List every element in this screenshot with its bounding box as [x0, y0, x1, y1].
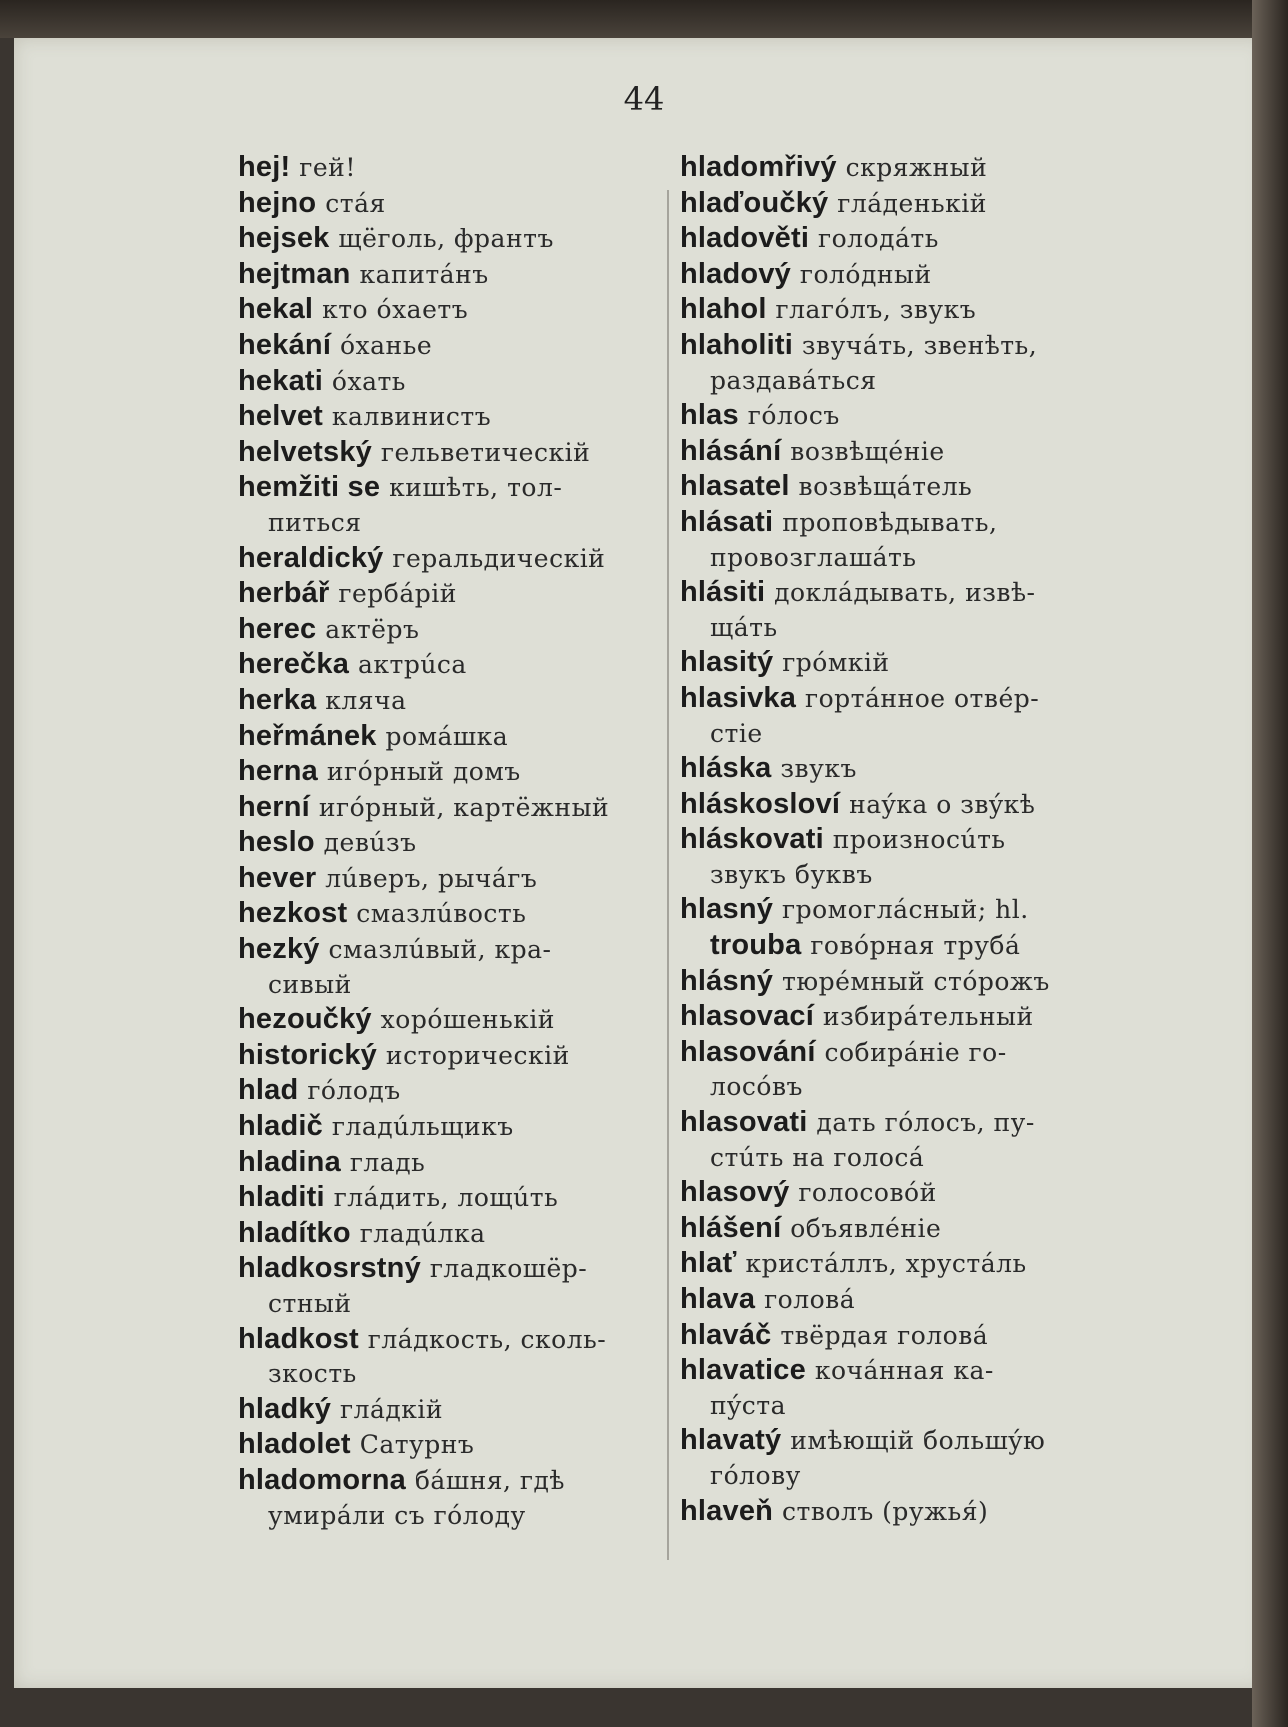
entry-line [238, 541, 658, 577]
entry-translation: кляча [325, 685, 407, 715]
entry-line [238, 1251, 658, 1287]
dictionary-entry [680, 822, 1112, 892]
entry-headword: hladový [680, 257, 791, 290]
entry-translation: бáшня, гдѣ [414, 1465, 565, 1495]
entry-headword: hlahol [680, 293, 767, 326]
entry-continuation: стіе [710, 718, 763, 748]
entry-headword: hekati [238, 364, 324, 397]
dictionary-entry [238, 292, 658, 328]
entry-line [238, 754, 658, 790]
entry-headword: hladiti [238, 1181, 325, 1214]
entry-translation: актёръ [325, 614, 420, 644]
dictionary-entry [680, 398, 1112, 434]
dictionary-entry [238, 150, 658, 186]
entry-translation: гóлосъ [747, 401, 840, 431]
entry-translation: кишѣть, тол- [389, 473, 563, 503]
entry-line [680, 1494, 1112, 1530]
entry-headword: hláska [680, 752, 772, 785]
entry-line [238, 399, 658, 435]
dictionary-entry [680, 1282, 1112, 1318]
entry-continuation: умирáли съ гóлоду [268, 1500, 526, 1530]
entry-translation: головá [764, 1285, 856, 1314]
entry-translation: кристáллъ, хрустáль [745, 1249, 1027, 1279]
entry-headword: hlásný [680, 964, 774, 997]
dictionary-entry [238, 328, 658, 364]
entry-headword: heslo [238, 826, 315, 859]
entry-line [680, 1105, 1112, 1141]
dictionary-entry [680, 221, 1112, 257]
entry-headword: hemžiti se [238, 471, 381, 504]
entry-headword: hejsek [238, 222, 330, 255]
entry-line [680, 1353, 1112, 1389]
entry-headword: historický [238, 1038, 377, 1071]
entry-translation: звучáть, звенѣть, [801, 330, 1038, 360]
entry-headword: hláskosloví [680, 787, 841, 820]
entry-line [238, 257, 658, 293]
entry-headword: hladolet [238, 1428, 351, 1461]
entry-line [680, 1211, 1112, 1247]
dictionary-entry [238, 257, 658, 293]
entry-continuation: гóлову [710, 1460, 801, 1490]
entry-continuation: пýста [710, 1390, 787, 1420]
entry-translation: хорóшенькій [380, 1005, 555, 1035]
entry-headword: hekal [238, 293, 314, 326]
entry-translation: гладкошёр- [429, 1254, 588, 1284]
entry-translation: громоглáсный; hl. [781, 895, 1029, 925]
dictionary-entry [680, 892, 1112, 963]
entry-headword: hejno [238, 186, 317, 219]
entry-continuation: лосóвъ [710, 1072, 803, 1102]
dictionary-entry [238, 1145, 658, 1181]
entry-headword: hlasovati [680, 1106, 808, 1139]
entry-translation: возвѣщéніе [790, 436, 945, 466]
entry-headword: hlasatel [680, 470, 790, 503]
entry-headword: hezoučký [238, 1003, 372, 1036]
entry-line [238, 1427, 658, 1463]
entry-headword: hladina [238, 1145, 341, 1178]
entry-line [680, 999, 1112, 1035]
entry-translation: смазлúвость [356, 899, 527, 929]
entry-headword: hlášení [680, 1211, 782, 1244]
entry-line [238, 1463, 658, 1499]
dictionary-entry [680, 1175, 1112, 1211]
entry-line [680, 328, 1112, 364]
entry-line [680, 257, 1112, 293]
dictionary-entry [238, 1392, 658, 1428]
entry-line [238, 1145, 658, 1181]
dictionary-entry [680, 1494, 1112, 1530]
entry-line [680, 150, 1112, 186]
entry-headword: hladověti [680, 222, 810, 255]
entry-line [238, 612, 658, 648]
dictionary-entry [238, 435, 658, 471]
entry-headword: hlaveň [680, 1494, 774, 1527]
entry-headword: herečka [238, 648, 350, 681]
entry-line [238, 1216, 658, 1252]
entry-line [680, 1423, 1112, 1459]
entry-headword: heřmánek [238, 719, 377, 752]
entry-translation: возвѣщáтель [798, 472, 973, 502]
entry-headword: hezkost [238, 897, 348, 930]
entry-line [238, 1002, 658, 1038]
entry-continuation: сивый [268, 969, 352, 999]
entry-line [680, 505, 1112, 541]
entry-line [238, 221, 658, 257]
dictionary-entry [680, 328, 1112, 398]
entry-translation: лúверъ, рычáгъ [325, 863, 538, 893]
entry-line [238, 932, 658, 968]
entry-line [238, 328, 658, 364]
entry-translation: актрúса [357, 650, 467, 680]
entry-headword: herní [238, 790, 310, 823]
dictionary-entry [238, 364, 658, 400]
dictionary-entry [238, 541, 658, 577]
dictionary-entry [680, 964, 1112, 1000]
dictionary-entry [238, 647, 658, 683]
entry-translation: óхать [331, 366, 406, 396]
entry-headword: herka [238, 683, 317, 716]
entry-translation: скряжный [845, 153, 988, 182]
entry-translation: наýка о звýкѣ [849, 789, 1036, 819]
entry-translation: гладь [349, 1147, 426, 1177]
entry-line [680, 892, 1112, 928]
dictionary-entry [680, 1035, 1112, 1105]
entry-line [680, 221, 1112, 257]
entry-headword: herec [238, 612, 317, 645]
dictionary-entry [680, 1353, 1112, 1423]
dictionary-entry [238, 1427, 658, 1463]
dictionary-entry [238, 1180, 658, 1216]
entry-translation: голосовóй [798, 1178, 937, 1208]
entry-headword: herna [238, 755, 318, 788]
entry-headword: hlaholiti [680, 328, 793, 361]
entry-headword: hladkost [238, 1322, 359, 1355]
entry-continuation: питься [268, 507, 362, 537]
entry-headword: hlásání [680, 434, 782, 467]
entry-continuation: провозглашáть [710, 542, 917, 572]
dictionary-entry [238, 576, 658, 612]
entry-translation: геральдическій [392, 543, 606, 573]
right-column [680, 150, 1112, 1529]
dictionary-entry [238, 399, 658, 435]
dictionary-entry [680, 751, 1112, 787]
entry-headword: hlasitý [680, 646, 774, 679]
entry-headword: helvet [238, 400, 324, 433]
dictionary-entry [238, 1463, 658, 1533]
entry-headword: hlásiti [680, 576, 766, 609]
entry-translation: историческій [385, 1040, 570, 1070]
entry-line [238, 1109, 658, 1145]
entry-line [238, 576, 658, 612]
entry-line [238, 683, 658, 719]
entry-translation: кто óхаетъ [322, 295, 469, 325]
entry-line [238, 790, 658, 826]
book-spine-edge [1252, 0, 1288, 1727]
dictionary-entry [238, 1109, 658, 1145]
dictionary-entry [680, 257, 1112, 293]
entry-subheadword: trouba [710, 929, 802, 962]
entry-line [680, 645, 1112, 681]
entry-line [238, 896, 658, 932]
dictionary-entry [238, 861, 658, 897]
entry-translation: глáдкій [339, 1394, 444, 1424]
dictionary-entry [238, 896, 658, 932]
dictionary-entry [680, 1318, 1112, 1354]
entry-headword: hlaďoučký [680, 186, 829, 219]
entry-translation: грóмкій [782, 648, 890, 678]
entry-line [238, 470, 658, 506]
entry-headword: hlasivka [680, 681, 797, 714]
entry-translation: стáя [325, 188, 386, 218]
dictionary-entry [680, 575, 1112, 645]
dictionary-entry [680, 434, 1112, 470]
entry-continuation: зкость [268, 1359, 357, 1389]
entry-line [238, 292, 658, 328]
entry-line [680, 1246, 1112, 1282]
entry-translation: глáденькій [837, 188, 987, 218]
dictionary-entry [680, 186, 1112, 222]
dictionary-entry [680, 645, 1112, 681]
dictionary-entry [238, 221, 658, 257]
entry-translation: голóдный [799, 259, 932, 289]
dictionary-entry [238, 932, 658, 1002]
entry-continuation: стúть на голосá [710, 1142, 925, 1172]
page-number: 44 [623, 80, 665, 118]
entry-translation: избирáтельный [822, 1002, 1034, 1032]
dictionary-entry [238, 683, 658, 719]
entry-headword: heraldický [238, 541, 384, 574]
entry-line [238, 1073, 658, 1109]
entry-line [238, 364, 658, 400]
entry-headword: hlad [238, 1074, 299, 1107]
entry-headword: hezký [238, 933, 320, 966]
entry-translation: капитáнъ [359, 259, 489, 289]
dictionary-entry [238, 754, 658, 790]
dictionary-entry [238, 186, 658, 222]
dictionary-entry [680, 999, 1112, 1035]
dictionary-entry [680, 292, 1112, 328]
entry-translation: звукъ [780, 754, 857, 784]
entry-headword: hlásati [680, 505, 774, 538]
entry-translation: игóрный, картёжный [318, 792, 610, 822]
entry-translation: ромáшка [385, 721, 509, 751]
dictionary-entry [238, 612, 658, 648]
entry-line [238, 719, 658, 755]
entry-translation: глáдкость, сколь- [367, 1324, 607, 1354]
entry-headword: hejtman [238, 257, 351, 290]
entry-headword: hever [238, 861, 317, 894]
entry-line [680, 964, 1112, 1000]
entry-line [680, 681, 1112, 717]
dictionary-entry [238, 790, 658, 826]
entry-headword: hlať [680, 1247, 737, 1280]
entry-headword: hladomorna [238, 1463, 406, 1496]
entry-translation: стволъ (ружья́) [781, 1496, 989, 1526]
entry-headword: hlas [680, 399, 739, 432]
dictionary-entry [238, 1038, 658, 1074]
entry-translation: смазлúвый, кра- [328, 935, 552, 965]
entry-headword: hladič [238, 1110, 323, 1143]
entry-translation: гóлодъ [307, 1076, 401, 1106]
entry-translation: калвинистъ [331, 402, 492, 432]
entry-line [238, 1392, 658, 1428]
entry-continuation: раздавáться [710, 365, 877, 395]
dictionary-entry [680, 1211, 1112, 1247]
dictionary-entry [238, 470, 658, 540]
entry-line [238, 1180, 658, 1216]
entry-translation: объявлéніе [790, 1213, 942, 1243]
entry-continuation: щáть [710, 612, 778, 642]
dictionary-entry [238, 719, 658, 755]
entry-headword: hladký [238, 1392, 332, 1425]
entry-subtranslation: говóрная трубá [810, 931, 1021, 961]
entry-line [238, 1038, 658, 1074]
column-divider [667, 190, 669, 1560]
entry-headword: helvetský [238, 435, 372, 468]
entry-headword: hlasový [680, 1176, 790, 1209]
entry-continuation: стный [268, 1289, 352, 1318]
entry-headword: herbář [238, 577, 330, 610]
dictionary-entry [680, 787, 1112, 823]
entry-line [680, 822, 1112, 858]
dictionary-entry [238, 1322, 658, 1392]
entry-translation: голодáть [818, 224, 939, 254]
entry-translation: гортáнное отвéр- [804, 683, 1040, 713]
entry-continuation: звукъ буквъ [710, 859, 873, 889]
entry-translation: твёрдая головá [780, 1320, 989, 1350]
entry-continuation [680, 928, 1112, 964]
entry-headword: hej! [238, 151, 291, 183]
entry-translation: щёголь, франтъ [338, 224, 554, 254]
entry-line [238, 825, 658, 861]
left-column [238, 150, 658, 1533]
entry-translation: проповѣдывать, [782, 507, 998, 537]
entry-headword: hlaváč [680, 1318, 772, 1351]
dictionary-entry [680, 469, 1112, 505]
entry-line [680, 1175, 1112, 1211]
entry-translation: имѣющій большýю [790, 1426, 1046, 1456]
entry-translation: гей! [299, 153, 356, 182]
entry-translation: гладúльщикъ [331, 1112, 514, 1142]
entry-headword: hlasovací [680, 1000, 814, 1033]
entry-translation: игóрный домъ [326, 757, 521, 787]
entry-translation: дать гóлосъ, пу- [816, 1108, 1035, 1138]
entry-line [680, 1035, 1112, 1071]
entry-headword: hekání [238, 328, 332, 361]
entry-line [238, 435, 658, 471]
entry-headword: hlasování [680, 1035, 816, 1068]
entry-headword: hlavatý [680, 1424, 782, 1457]
entry-line [680, 434, 1112, 470]
entry-line [680, 186, 1112, 222]
dictionary-entry [680, 1423, 1112, 1493]
entry-line [238, 186, 658, 222]
entry-line [680, 751, 1112, 787]
entry-translation: гладúлка [359, 1218, 486, 1248]
entry-translation: глагóлъ, звукъ [775, 295, 977, 325]
entry-translation: Сатурнъ [359, 1430, 475, 1460]
entry-line [680, 292, 1112, 328]
dictionary-entry [238, 1073, 658, 1109]
dictionary-entry [238, 825, 658, 861]
entry-line [680, 398, 1112, 434]
entry-translation: собирáніе го- [824, 1037, 1007, 1067]
entry-headword: hlasný [680, 893, 774, 926]
entry-translation: гельветическій [380, 437, 591, 467]
dictionary-entry [680, 1105, 1112, 1175]
dictionary-entry [238, 1002, 658, 1038]
dictionary-entry [680, 681, 1112, 751]
entry-translation: тюрéмный стóрожъ [781, 966, 1050, 996]
dictionary-entry [238, 1251, 658, 1321]
entry-translation: доклáдывать, извѣ- [774, 578, 1036, 608]
entry-headword: hladítko [238, 1216, 351, 1249]
entry-line [238, 861, 658, 897]
entry-headword: hlava [680, 1283, 756, 1315]
dictionary-entry [680, 1246, 1112, 1282]
entry-translation: гербáрій [338, 579, 457, 609]
dictionary-entry [680, 150, 1112, 186]
entry-translation: глáдить, лощúть [333, 1183, 559, 1213]
entry-translation: кочáнная ка- [814, 1356, 994, 1386]
entry-line [680, 1282, 1112, 1318]
entry-line [238, 647, 658, 683]
dictionary-entry [680, 505, 1112, 575]
entry-headword: hladkosrstný [238, 1252, 421, 1285]
entry-line [680, 1318, 1112, 1354]
entry-line [238, 150, 658, 186]
entry-translation: произносúть [832, 825, 1006, 855]
entry-translation: девúзъ [323, 828, 417, 858]
entry-line [680, 575, 1112, 611]
dictionary-entry [238, 1216, 658, 1252]
entry-line [680, 787, 1112, 823]
scan-top-edge [0, 0, 1288, 38]
entry-translation: óханье [339, 330, 433, 360]
entry-headword: hláskovati [680, 823, 824, 856]
entry-headword: hladomřivý [680, 151, 837, 183]
entry-line [680, 469, 1112, 505]
entry-line [238, 1322, 658, 1358]
entry-headword: hlavatice [680, 1354, 806, 1387]
